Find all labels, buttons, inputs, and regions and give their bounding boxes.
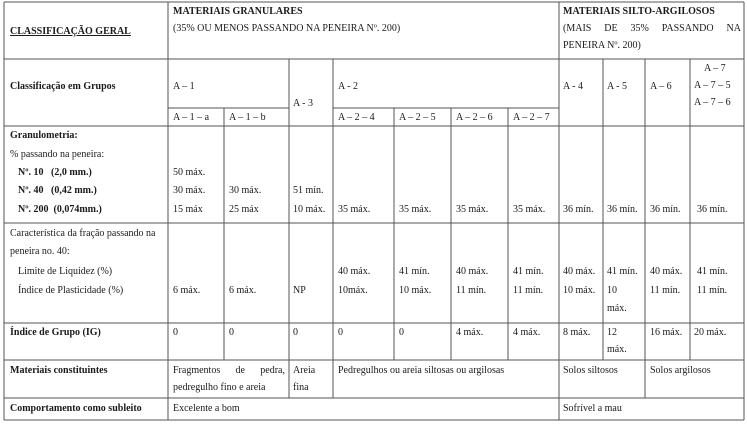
a1b-sieve-200: 25 máx <box>229 204 259 215</box>
group-a7-5: A – 7 – 5 <box>694 80 731 91</box>
granular-subgrade-rating: Excelente a bom <box>173 403 240 414</box>
a3-plasticity-index: NP <box>293 285 306 296</box>
a1a-group-index: 0 <box>173 327 178 338</box>
silt-clay-criterion-line2: PENEIRA Nº. 200) <box>563 40 641 51</box>
a3-materials-line1: Areia <box>293 365 316 376</box>
percent-passing-label: % passando na peneira: <box>10 149 105 160</box>
granular-materials-heading: MATERIAIS GRANULARES <box>173 6 303 17</box>
group-a7-6: A – 7 – 6 <box>694 97 731 108</box>
a2-materials: Pedregulhos ou areia siltosas ou argilosas <box>338 365 505 376</box>
a7-liquid-limit: 41 mín. <box>697 266 728 277</box>
group-index-label: Índice de Grupo (IG) <box>10 327 101 338</box>
a24-liquid-limit: 40 máx. <box>338 266 371 277</box>
a6-plasticity-index: 11 mín. <box>650 285 681 296</box>
subgroup-a1a: A – 1 – a <box>173 112 210 123</box>
subgroup-a26: A – 2 – 6 <box>456 112 493 123</box>
a3-sieve-200: 10 máx. <box>293 204 326 215</box>
a1b-sieve-40: 30 máx. <box>229 185 262 196</box>
subgroup-a25: A – 2 – 5 <box>399 112 436 123</box>
a3-sieve-40: 51 mín. <box>293 185 324 196</box>
a5-plasticity-index: 10 <box>607 285 617 296</box>
a27-group-index: 4 máx. <box>513 327 541 338</box>
a1b-plasticity-index: 6 máx. <box>229 285 257 296</box>
group-classification-label: Classificação em Grupos <box>10 81 116 92</box>
group-a5: A - 5 <box>607 81 627 92</box>
a5-liquid-limit: 41 mín. <box>607 266 638 277</box>
subgroup-a1b: A – 1 – b <box>229 112 266 123</box>
group-a1: A – 1 <box>173 81 195 92</box>
silt-clay-subgrade-rating: Sofrível a mau <box>563 403 622 414</box>
liquid-limit-label: Limite de Liquidez (%) <box>18 266 113 277</box>
granular-materials-criterion: (35% OU MENOS PASSANDO NA PENEIRA Nº. 200) <box>173 23 401 34</box>
silt-clay-criterion-line1: (MAIS DE 35% PASSANDO NA <box>563 23 741 34</box>
group-a2: A - 2 <box>338 81 358 92</box>
a1-materials-line2: pedregulho fino e areia <box>173 382 266 393</box>
a26-group-index: 4 máx. <box>456 327 484 338</box>
group-a7: A – 7 <box>704 63 726 74</box>
a5-sieve-200: 36 mín. <box>607 204 638 215</box>
a4-liquid-limit: 40 máx. <box>563 266 596 277</box>
a6-sieve-200: 36 mín. <box>650 204 681 215</box>
materials-label: Materiais constituintes <box>10 365 108 376</box>
subgroup-a24: A – 2 – 4 <box>338 112 375 123</box>
a5-group-index-unit: máx. <box>607 344 627 355</box>
plasticity-index-label: Índice de Plasticidade (%) <box>18 285 124 296</box>
a27-sieve-200: 35 máx. <box>513 204 546 215</box>
a1a-sieve-10: 50 máx. <box>173 167 206 178</box>
granulometry-label: Granulometria: <box>10 130 78 141</box>
a6-group-index: 16 máx. <box>650 327 683 338</box>
a4-sieve-200: 36 mín. <box>563 204 594 215</box>
a1a-sieve-200: 15 máx <box>173 204 203 215</box>
a26-liquid-limit: 40 máx. <box>456 266 489 277</box>
group-a6: A – 6 <box>650 81 672 92</box>
a4-group-index: 8 máx. <box>563 327 591 338</box>
a5-plasticity-index-unit: máx. <box>607 303 627 314</box>
subgroup-a27: A – 2 – 7 <box>513 112 550 123</box>
sieve-40-label: Nº. 40 (0,42 mm.) <box>18 185 97 196</box>
a25-plasticity-index: 10 máx. <box>399 285 432 296</box>
a25-liquid-limit: 41 mín. <box>399 266 430 277</box>
a25-group-index: 0 <box>399 327 404 338</box>
a1a-sieve-40: 30 máx. <box>173 185 206 196</box>
a24-plasticity-index: 10máx. <box>338 285 368 296</box>
a5-group-index: 12 <box>607 327 617 338</box>
a7-sieve-200: 36 mín. <box>697 204 728 215</box>
a3-group-index: 0 <box>293 327 298 338</box>
a1-materials-line1: Fragmentos de pedra, <box>173 365 285 376</box>
a27-liquid-limit: 41 mín. <box>513 266 544 277</box>
a24-sieve-200: 35 máx. <box>338 204 371 215</box>
subgrade-behavior-label: Comportamento como subleito <box>10 403 142 414</box>
a1b-group-index: 0 <box>229 327 234 338</box>
a7-plasticity-index: 11 mín. <box>697 285 728 296</box>
a26-sieve-200: 35 máx. <box>456 204 489 215</box>
sieve-200-label: Nº. 200 (0,074mm.) <box>18 204 102 215</box>
a26-plasticity-index: 11 mín. <box>456 285 487 296</box>
clayey-soils: Solos argilosos <box>650 365 711 376</box>
fraction-heading-line1: Característica da fração passando na <box>10 228 156 239</box>
a1a-plasticity-index: 6 máx. <box>173 285 201 296</box>
group-a4: A - 4 <box>563 81 583 92</box>
a6-liquid-limit: 40 máx. <box>650 266 683 277</box>
silty-soils: Solos siltosos <box>563 365 618 376</box>
silt-clay-materials-heading: MATERIAIS SILTO-ARGILOSOS <box>563 6 715 17</box>
a3-materials-line2: fina <box>293 382 309 393</box>
group-a3: A - 3 <box>293 98 313 109</box>
fraction-heading-line2: peneira no. 40: <box>10 246 70 257</box>
a25-sieve-200: 35 máx. <box>399 204 432 215</box>
a27-plasticity-index: 11 mín. <box>513 285 544 296</box>
a4-plasticity-index: 10 máx. <box>563 285 596 296</box>
sieve-10-label: Nº. 10 (2,0 mm.) <box>18 167 92 178</box>
a24-group-index: 0 <box>338 327 343 338</box>
a7-group-index: 20 máx. <box>694 327 727 338</box>
general-classification-heading: CLASSIFICAÇÃO GERAL <box>10 26 131 37</box>
